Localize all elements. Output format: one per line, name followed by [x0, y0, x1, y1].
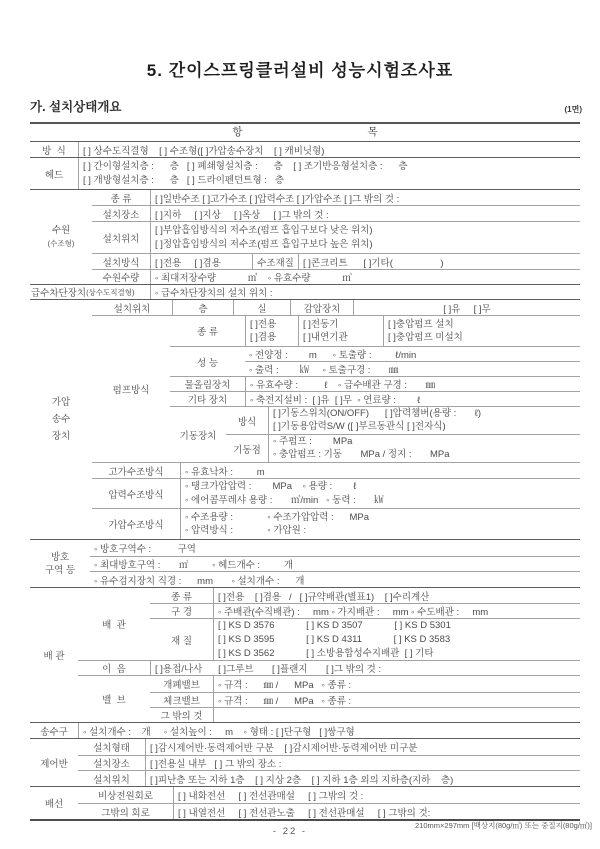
- valve-block: [78, 675, 580, 722]
- pressure-tank-row: [92, 478, 580, 508]
- pump-location-floor: 층: [172, 300, 233, 315]
- pump-type-motor: [298, 316, 383, 346]
- pump-label-l3: 장치: [51, 431, 71, 442]
- survey-table: [30, 122, 580, 821]
- panel-position-label: 설치위치: [93, 774, 130, 786]
- pump-type-use-l2: [ ]겸용: [250, 332, 277, 343]
- head-line2: [ ] 개방형설치층 : 층 [ ] 드라이펜던트형 : 층: [83, 174, 285, 186]
- head-content: [78, 158, 580, 189]
- pressure-tank-content: [180, 479, 580, 508]
- pipe-type-row: [150, 588, 580, 603]
- pressure-tank-l2: ◦ 에어콤푸레샤 용량 : ㎥/min ◦ 동력 : ㎾: [185, 494, 384, 506]
- pump-priming-label: 물올림장치: [184, 380, 231, 391]
- water-install-use: [ ]전용 [ ]겸용: [150, 254, 252, 269]
- starter-method-l2: [ ]기동용압력S/W ([ ]부르동관식 [ ]전자식): [273, 420, 446, 432]
- water-place-row: [92, 205, 580, 221]
- head-line1: [ ] 간이형설치층 : 층 [ ] 폐쇄형설치층 : 층 [ ] 조기반응형설치층 : 층: [83, 161, 408, 172]
- valve-check-row: [150, 692, 580, 707]
- gravity-label: 고가수조방식: [108, 466, 164, 478]
- valve-check-label: 체크밸브: [163, 696, 200, 707]
- section-water: [30, 189, 580, 284]
- pump-perf-row1: [245, 347, 580, 361]
- method-label: 방 식: [42, 145, 66, 157]
- pump-type-jockey-l1: [ ]충압펌프 설치: [388, 318, 454, 330]
- panel-form-label: 설치형태: [93, 743, 130, 754]
- pump-type-motor-l2: [ ]내연기관: [303, 332, 348, 343]
- water-install-row: [92, 253, 580, 269]
- panel-form-row: [78, 739, 580, 755]
- pipe-material-content: [213, 619, 580, 660]
- section-panel: [30, 738, 580, 786]
- water-material-label: 수조재질: [252, 254, 298, 269]
- starter-point-row: [226, 434, 580, 462]
- gravity-row: [92, 462, 580, 478]
- valve-open-row: [150, 676, 580, 692]
- joint-content: [ ]용접/나사 [ ]그루브 [ ]플랜지 [ ]그 밖의 것 :: [150, 661, 580, 675]
- panel-position-content: [ ]피난층 또는 지하 1층 [ ] 지상 2층 [ ] 지하 1층 외의 지하층(지하 층): [145, 771, 580, 786]
- pipe-block: [78, 588, 580, 660]
- starter-method-content: [268, 407, 580, 434]
- water-label: [30, 190, 92, 284]
- row-method: [30, 141, 580, 157]
- valve-label: 밸 브: [102, 695, 126, 706]
- starter-point-label: 기동점: [233, 444, 261, 456]
- water-position-content: [150, 222, 580, 253]
- pipe-material-row: [150, 618, 580, 660]
- pipe-label: 배 관: [102, 620, 126, 631]
- panel-label: 제어반: [40, 758, 68, 770]
- wiring-other-content: [ ] 내열전선 [ ] 전선관노출 [ ] 전선관매설 [ ] 그밖의 것:: [173, 804, 580, 819]
- pressurized-tank-label: 가압수조방식: [108, 520, 164, 531]
- zone-max: ◦ 최대방호구역 : ㎡ ◦ 헤드개수 : 개: [94, 560, 294, 571]
- water-type-row: [92, 190, 580, 205]
- pressure-tank-label: 압력수조방식: [108, 489, 164, 501]
- joint-row: [78, 660, 580, 675]
- pump-type-use: [245, 316, 298, 346]
- starter-method-l1: [ ]기동스위치(ON/OFF) [ ]압력챔버(용량 : ℓ): [273, 408, 481, 419]
- valve-etc-content: [213, 708, 580, 722]
- valve-open-content: ◦ 규격 : ㎜ / MPa ◦ 종류 :: [213, 676, 580, 692]
- pump-priming-content: ◦ 유효수량 : ℓ ◦ 급수배관 구경 : ㎜: [245, 377, 580, 391]
- page-title: 5. 간이스프링클러설비 성능시험조사표: [146, 61, 454, 80]
- pump-section-label: [30, 300, 92, 539]
- header-mok: 목: [367, 126, 378, 138]
- pressurized-tank-l2: ◦ 압력방식 : ◦ 가압원 :: [185, 525, 307, 536]
- decomp-content: [ ]유 [ ]무: [353, 300, 580, 315]
- starter-point-l1: ◦ 주펌프 : MPa: [273, 436, 353, 447]
- zone-detector: ◦ 유수검지장치 직경 : mm ◦ 설치개수 : 개: [94, 575, 305, 587]
- water-install-label: 설치방식: [102, 257, 140, 269]
- pump-perf-r1: ◦ 전양정 : m ◦ 토출량 : ℓ/min: [249, 350, 417, 361]
- zone-count: ◦ 방호구역수 : 구역: [94, 544, 196, 555]
- pump-perf-row: [170, 346, 580, 376]
- zone-label-l1: 방호: [50, 551, 70, 563]
- pump-etc-row: [170, 391, 580, 406]
- panel-place-label: 설치장소: [93, 759, 130, 770]
- cutoff-label-main: 급수차단장치: [31, 288, 87, 299]
- water-amount-content: ◦ 최대저장수량 ㎥ ◦ 유효수량 ㎥: [150, 270, 580, 284]
- cutoff-label: [30, 285, 150, 299]
- pump-method-label: 펌프방식: [112, 385, 150, 396]
- inlet-content: ◦ 설치개수 : 개 ◦ 설치높이 : m ◦ 형태 : [ ]단구형 [ ]쌍구형: [78, 723, 580, 738]
- joint-label: 이 음: [102, 664, 126, 675]
- pressure-tank-l1: ◦ 탱크가압압력 : MPa ◦ 용량 : ℓ: [185, 481, 357, 492]
- pump-perf-row2: [245, 361, 580, 376]
- header-hang: 항: [232, 126, 243, 138]
- panel-place-row: [78, 755, 580, 770]
- pump-priming-row: [170, 376, 580, 391]
- pressurized-tank-l1: ◦ 수조용량 : ◦ 수조가압압력 : MPa: [185, 511, 370, 523]
- row-inlet: [30, 722, 580, 738]
- pump-type-jockey-l2: [ ]충압펌프 미설치: [388, 332, 463, 343]
- page-number: - 22 -: [272, 826, 308, 837]
- water-position-label: 설치위치: [102, 233, 140, 245]
- water-place-content: [ ]지하 [ ]지상 [ ]옥상 [ ]그 밖의 것 :: [150, 206, 580, 221]
- row-head: [30, 157, 580, 189]
- cutoff-content: ◦ 급수차단장치의 설치 위치 :: [150, 285, 580, 299]
- decomp-label: 감압장치: [290, 300, 353, 315]
- water-type-content: [ ]일반수조 [ ]고가수조 [ ]압력수조 [ ]가압수조 [ ]그 밖의 것 :: [150, 190, 580, 205]
- pump-perf-r2: ◦ 출력 : ㎾ ◦ 토출구경 : ㎜: [249, 365, 399, 376]
- pipe-diameter-content: ◦ 주배관(수직배관) : mm ◦ 가지배관 : mm ◦ 수도배관 : mm: [213, 604, 580, 618]
- starter-method-label: 방식: [237, 416, 257, 428]
- valve-check-content: ◦ 규격 : ㎜ / MPa ◦ 종류 :: [213, 693, 580, 707]
- pipe-type-content: [ ]전용 [ ]겸용 / [ ]규약배관(별표1) [ ]수리계산: [213, 588, 580, 603]
- pump-location-row: [92, 300, 580, 315]
- wiring-emergency-label: 비상전원회로: [97, 791, 154, 802]
- water-position-line1: [ ]부압흡입방식의 저수조(펌프 흡입구보다 낮은 위치): [155, 225, 373, 236]
- pipe-material-label: 재 질: [171, 635, 192, 647]
- wiring-other-label: 그밖의 회로: [101, 807, 150, 819]
- water-label-sub: (수조형): [47, 239, 75, 248]
- pump-type-jockey: [383, 316, 580, 346]
- pipe-material-l3: [ ] KS D 3562 [ ] 소방용합성수지배관 [ ] 기타: [218, 647, 434, 659]
- pump-type-row: [170, 316, 580, 346]
- water-amount-row: [92, 269, 580, 284]
- pump-perf-label: 성 능: [197, 357, 218, 369]
- pressurized-tank-content: [180, 509, 580, 539]
- pump-location-label: 설치위치: [113, 303, 151, 315]
- cutoff-label-sub: (상수도직결형): [86, 287, 135, 297]
- pump-label-l2: 송수: [51, 414, 71, 425]
- water-amount-label: 수원수량: [102, 273, 140, 284]
- pump-location-room: 실: [233, 300, 290, 315]
- section-pipe: [30, 587, 580, 722]
- starter-point-l2: ◦ 충압펌프 : 기동 MPa / 정지 : MPa: [273, 448, 450, 460]
- water-position-row: [92, 221, 580, 253]
- zone-label: [30, 540, 90, 587]
- zone-label-l2: 구역 등: [44, 564, 76, 576]
- panel-place-content: [ ]전용실 내부 [ ] 그 밖의 장소 :: [145, 756, 580, 770]
- pump-method-block: [92, 315, 580, 462]
- valve-etc-label: 그 밖의 것: [160, 711, 203, 722]
- water-position-line2: [ ]정압흡입방식의 저수조(펌프 흡입구보다 높은 위치): [155, 238, 373, 250]
- method-content: [ ] 상수도직결형 [ ] 수조형([ ]가압송수장치 [ ] 캐비닛형): [78, 142, 580, 157]
- zone-row1: [90, 540, 580, 556]
- pipe-diameter-label: 구 경: [171, 607, 192, 618]
- table-header-row: [30, 124, 580, 141]
- zone-row2: [90, 556, 580, 571]
- pressurized-tank-row: [92, 508, 580, 539]
- pipe-section-label: 배 관: [43, 651, 65, 662]
- pump-label-l1: 가압: [51, 397, 71, 408]
- valve-etc-row: [150, 707, 580, 722]
- pump-type-use-l1: [ ]전용: [250, 318, 277, 330]
- head-label: 헤드: [44, 169, 64, 181]
- water-place-label: 설치장소: [102, 209, 140, 221]
- starter-method-row: [226, 407, 580, 434]
- pump-etc-label: 기타 장치: [187, 395, 228, 406]
- pipe-type-label: 종 류: [171, 591, 192, 603]
- pipe-material-l2: [ ] KS D 3595 [ ] KS D 4311 [ ] KS D 3583: [218, 633, 451, 645]
- starter-point-content: [268, 435, 580, 462]
- wiring-label: 배선: [44, 799, 64, 810]
- wiring-other-row: [78, 803, 580, 819]
- inlet-label: 송수구: [40, 726, 68, 738]
- panel-form-content: [ ]감시제어반·동력제어반 구분 [ ]감시제어반·동력제어반 미구분: [145, 739, 580, 755]
- pipe-material-l1: [ ] KS D 3576 [ ] KS D 3507 [ ] KS D 5301: [218, 619, 451, 631]
- section-pump: [30, 299, 580, 539]
- pump-etc-content: ◦ 축전지설비 : [ ]유 [ ]무 ◦ 연료량 : ℓ: [245, 392, 580, 406]
- panel-position-row: [78, 770, 580, 786]
- page-number-note: (1면): [564, 105, 582, 114]
- water-label-top: 수원: [51, 225, 71, 236]
- section-wiring: [30, 786, 580, 819]
- pipe-diameter-row: [150, 603, 580, 618]
- gravity-content: ◦ 유효낙차 : m: [180, 463, 580, 478]
- pump-type-label: 종 류: [197, 327, 218, 338]
- pump-type-motor-l1: [ ]전동기: [303, 318, 339, 330]
- starter-block: [170, 406, 580, 462]
- section-zone: [30, 539, 580, 587]
- wiring-emergency-row: [78, 787, 580, 803]
- water-type-label: 종 류: [110, 193, 132, 205]
- row-cutoff: [30, 284, 580, 299]
- wiring-emergency-content: [ ] 내화전선 [ ] 전선관매설 [ ] 그밖의 것 :: [173, 787, 580, 803]
- paper-spec-note: 210mm×297mm [백상지(80g/㎡) 또는 중질지(80g/㎡)]: [415, 821, 592, 830]
- water-material-content: [ ]콘크리트 [ ]기타( ): [298, 254, 580, 269]
- zone-row3: [90, 571, 580, 587]
- valve-open-label: 개폐밸브: [163, 680, 200, 691]
- section-heading: 가. 설치상태개요: [30, 100, 122, 114]
- starter-label: 기동장치: [179, 430, 217, 442]
